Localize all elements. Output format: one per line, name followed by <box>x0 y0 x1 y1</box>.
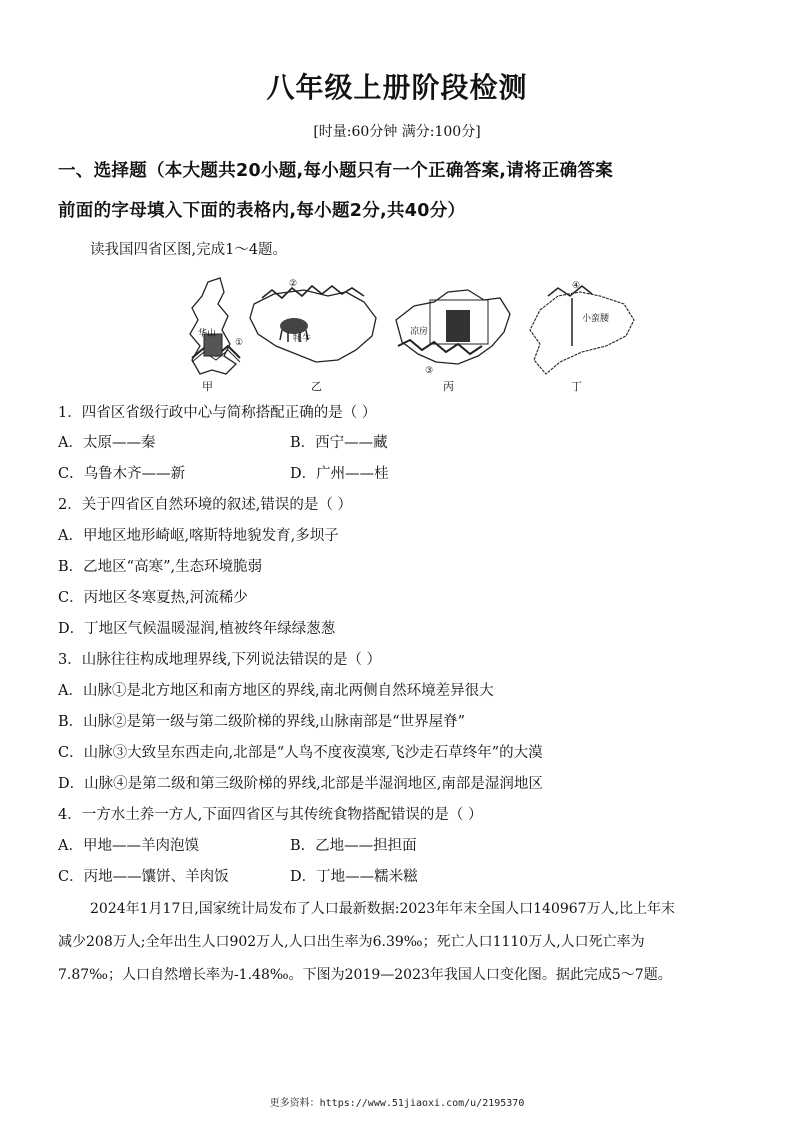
passage-line-1: 2024年1月17日,国家统计局发布了人口最新数据:2023年年末全国人口140967万人,比上年末 <box>90 901 676 917</box>
question-4-option-d: D．丁地——糯米糍 <box>290 869 418 885</box>
question-3-option-a: A．山脉①是北方地区和南方地区的界线,南北两侧自然环境差异很大 <box>58 683 494 699</box>
question-1-stem: 1．四省区省级行政中心与简称搭配正确的是（ ） <box>58 405 377 421</box>
marker-4: ④ <box>572 281 581 291</box>
map-label-jia: 甲 <box>202 380 213 393</box>
question-1-option-d: D．广州——桂 <box>290 466 389 482</box>
passage-line-3: 7.87‰；人口自然增长率为-1.48‰。下图为2019—2023年我国人口变化图。据此完成5～7题。 <box>58 967 672 983</box>
map-ding <box>530 286 634 374</box>
question-1-option-c: C．乌鲁木齐——新 <box>58 466 186 482</box>
section-heading-line1: 一、选择题（本大题共20小题,每小题只有一个正确答案,请将正确答案 <box>58 161 614 181</box>
question-4-stem: 4．一方水土养一方人,下面四省区与其传统食物搭配错误的是（ ） <box>58 807 483 823</box>
marker-3: ③ <box>425 366 434 376</box>
question-1-option-b: B．西宁——藏 <box>290 435 388 451</box>
footer-resource-link[interactable]: 更多资料：https://www.51jiaoxi.com/u/2195370 <box>269 1098 525 1109</box>
question-3-stem: 3．山脉往往构成地理界线,下列说法错误的是（ ） <box>58 652 381 668</box>
map-yi <box>250 286 376 362</box>
question-3-option-b: B．山脉②是第一级与第二级阶梯的界线,山脉南部是“世界屋脊” <box>58 714 466 730</box>
question-4-option-b: B．乙地——担担面 <box>290 838 417 854</box>
question-2-option-d: D．丁地区气候温暖湿润,植被终年绿绿葱葱 <box>58 621 336 637</box>
question-2-option-a: A．甲地区地形崎岖,喀斯特地貌发育,多坝子 <box>58 528 339 544</box>
time-score-info: [时量:60分钟 满分:100分] <box>313 124 481 140</box>
question-2-stem: 2．关于四省区自然环境的叙述,错误的是（ ） <box>58 497 352 513</box>
question-intro: 读我国四省区图,完成1～4题。 <box>90 242 288 258</box>
map-label-ding: 丁 <box>571 380 582 393</box>
marker-1: ① <box>235 338 244 348</box>
map-annotation-huashan: 华山 <box>198 329 217 339</box>
question-3-option-c: C．山脉③大致呈东西走向,北部是“人鸟不度夜漠寒,飞沙走石草终年”的大漠 <box>58 745 543 761</box>
section-heading-line2: 前面的字母填入下面的表格内,每小题2分,共40分） <box>58 201 466 221</box>
passage-line-2: 减少208万人;全年出生人口902万人,人口出生率为6.39‰；死亡人口1110万人,人口死亡率为 <box>58 934 645 950</box>
four-province-map-figure <box>178 274 638 392</box>
map-label-yi: 乙 <box>311 380 322 393</box>
question-1-option-a: A．太原——秦 <box>58 435 156 451</box>
map-annotation-canton-tower: 小蛮腰 <box>582 314 610 324</box>
question-2-option-b: B．乙地区“高寒”,生态环境脆弱 <box>58 559 263 575</box>
question-3-option-d: D．山脉④是第二级和第三级阶梯的界线,北部是半湿润地区,南部是湿润地区 <box>58 776 543 792</box>
map-annotation-yak: 牦牛 <box>293 334 312 344</box>
question-4-option-c: C．丙地——馕饼、羊肉饭 <box>58 869 229 885</box>
question-4-option-a: A．甲地——羊肉泡馍 <box>58 838 199 854</box>
marker-2: ② <box>289 279 298 289</box>
question-2-option-c: C．丙地区冬寒夏热,河流稀少 <box>58 590 248 606</box>
map-label-bing: 丙 <box>443 380 454 393</box>
map-annotation-liangfang: 凉房 <box>410 327 429 337</box>
page-title: 八年级上册阶段检测 <box>266 71 528 104</box>
